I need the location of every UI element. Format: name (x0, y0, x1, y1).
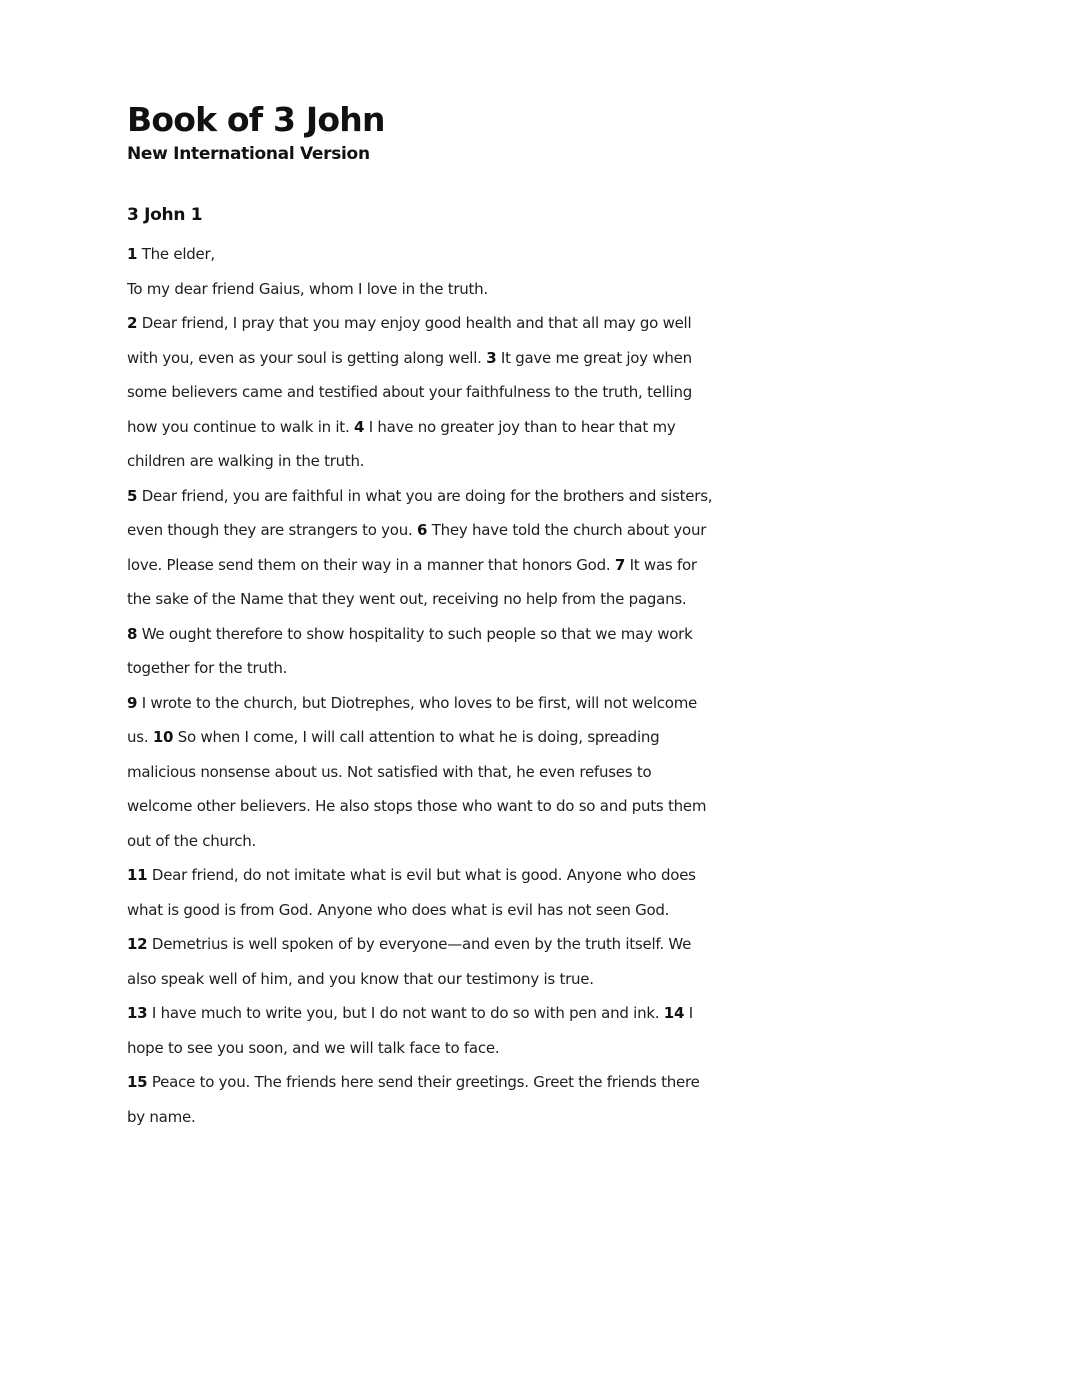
text-line (127, 651, 747, 686)
text-line (127, 858, 747, 893)
verse-text: also speak well of him, and you know that our testimony is true. (127, 969, 594, 988)
verse-text: how you continue to walk in it. (127, 417, 354, 436)
text-line (127, 927, 747, 962)
verse-text: Dear friend, you are faithful in what you are doing for the brothers and sisters, (137, 486, 713, 505)
verse-number: 3 (486, 348, 497, 367)
verse-number: 10 (152, 728, 174, 746)
text-line (127, 686, 747, 721)
verse-text: love. Please send them on their way in a manner that honors God. (127, 555, 615, 574)
document-page (127, 98, 747, 1126)
verse-text: It was for (625, 555, 697, 574)
verse-text: children are walking in the truth. (127, 452, 365, 470)
text-line (127, 548, 747, 583)
verse-number: 13 (127, 1004, 148, 1022)
text-line (127, 410, 747, 445)
verse-text: We ought therefore to show hospitality to such people so that we may work (137, 624, 693, 643)
text-line (127, 962, 747, 997)
verse-text: Dear friend, do not imitate what is evil but what is good. Anyone who does (147, 866, 696, 884)
verse-text: To my dear friend Gaius, whom I love in the truth. (127, 279, 488, 298)
text-line (127, 237, 747, 272)
text-line (127, 755, 747, 790)
verse-paragraph (127, 237, 747, 272)
verse-text: So when I come, I will call attention to what he is doing, spreading (173, 728, 660, 746)
text-line (127, 824, 747, 859)
verse-text: I (684, 1004, 693, 1022)
verse-paragraph (127, 927, 747, 996)
version-subtitle: New International Version (127, 144, 370, 164)
chapter-heading: 3 John 1 (127, 205, 203, 225)
verse-number: 5 (127, 486, 138, 505)
verse-number: 8 (127, 624, 138, 643)
text-line (127, 789, 747, 824)
text-line (127, 582, 747, 617)
verse-text: out of the church. (127, 831, 257, 850)
verse-paragraph (127, 617, 747, 686)
verse-paragraph (127, 1065, 747, 1134)
text-line (127, 479, 747, 514)
verse-paragraph (127, 272, 747, 307)
verse-text: Dear friend, I pray that you may enjoy good health and that all may go well (137, 314, 692, 332)
verse-text: They have told the church about your (427, 521, 707, 539)
verse-text: It gave me great joy when (496, 348, 692, 367)
text-line (127, 720, 747, 755)
verse-text: Peace to you. The friends here send their greetings. Greet the friends there (147, 1073, 700, 1091)
text-line (127, 341, 747, 376)
text-line (127, 375, 747, 410)
verse-text: what is good is from God. Anyone who does what is evil has not seen God. (127, 900, 670, 919)
verse-text: by name. (127, 1107, 196, 1126)
text-line (127, 1031, 747, 1066)
verse-number: 9 (127, 693, 138, 712)
text-line (127, 1065, 747, 1100)
verse-text: even though they are strangers to you. (127, 521, 418, 539)
text-line (127, 272, 747, 307)
verse-text: I have no greater joy than to hear that my (364, 417, 676, 436)
verse-text: the sake of the Name that they went out, receiving no help from the pagans. (127, 590, 687, 608)
scripture-text (127, 237, 747, 1134)
verse-text: with you, even as your soul is getting along well. (127, 348, 487, 367)
verse-text: I wrote to the church, but Diotrephes, who loves to be first, will not welcome (137, 693, 698, 712)
verse-paragraph (127, 306, 747, 479)
verse-text: welcome other believers. He also stops those who want to do so and puts them (127, 797, 707, 815)
verse-text: malicious nonsense about us. Not satisfied with that, he even refuses to (127, 762, 652, 781)
verse-paragraph (127, 858, 747, 927)
verse-number: 7 (614, 555, 626, 574)
verse-text: I have much to write you, but I do not want to do so with pen and ink. (147, 1004, 664, 1022)
text-line (127, 444, 747, 479)
verse-paragraph (127, 996, 747, 1065)
book-title: Book of 3 John (127, 100, 385, 139)
verse-text: Demetrius is well spoken of by everyone—and even by the truth itself. We (147, 935, 692, 953)
verse-number: 2 (127, 314, 138, 332)
verse-number: 11 (127, 866, 148, 884)
text-line (127, 1100, 747, 1135)
text-line (127, 513, 747, 548)
verse-number: 14 (663, 1004, 685, 1022)
text-line (127, 893, 747, 928)
verse-text: together for the truth. (127, 659, 288, 677)
verse-number: 12 (127, 935, 148, 953)
verse-number: 15 (127, 1073, 148, 1091)
verse-text: some believers came and testified about your faithfulness to the truth, telling (127, 383, 692, 401)
verse-text: us. (127, 728, 153, 746)
verse-text: hope to see you soon, and we will talk face to face. (127, 1038, 500, 1057)
text-line (127, 617, 747, 652)
verse-number: 1 (127, 245, 138, 263)
verse-text: The elder, (137, 245, 215, 263)
verse-paragraph (127, 479, 747, 617)
text-line (127, 306, 747, 341)
verse-number: 6 (417, 521, 428, 539)
text-line (127, 996, 747, 1031)
verse-paragraph (127, 686, 747, 859)
verse-number: 4 (353, 417, 365, 436)
